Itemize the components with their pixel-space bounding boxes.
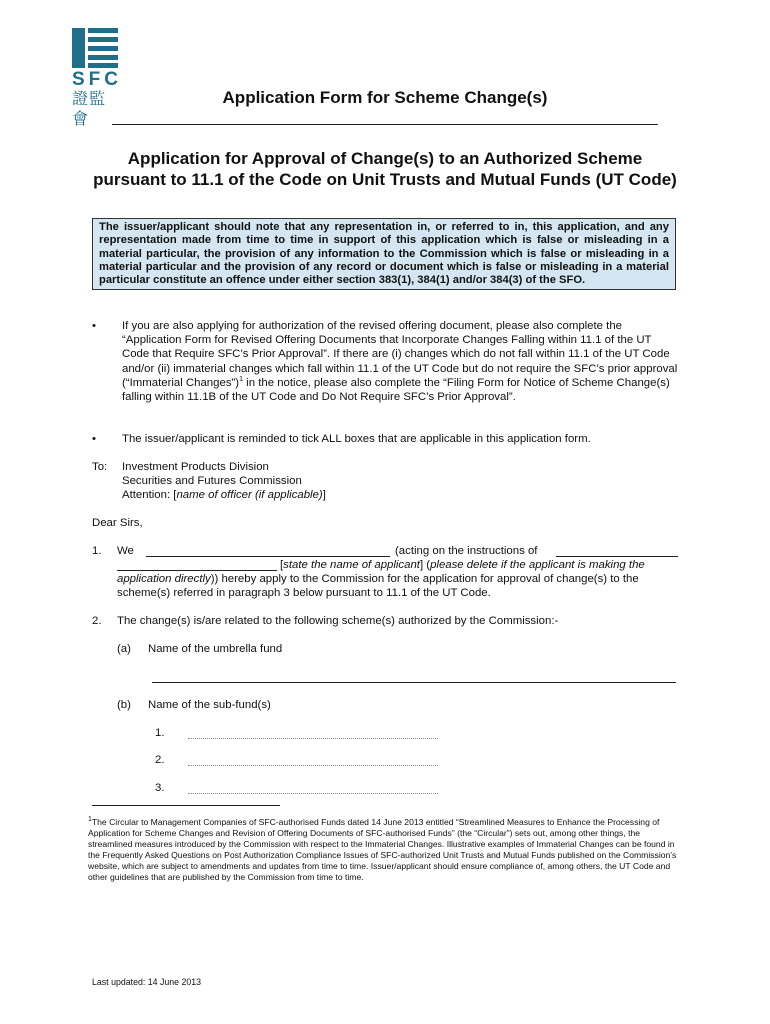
last-updated: Last updated: 14 June 2013 bbox=[92, 977, 202, 987]
sub-fund-field-3[interactable] bbox=[188, 793, 438, 794]
sub-fund-number: 2. bbox=[155, 754, 165, 766]
bullet-icon: • bbox=[92, 320, 96, 332]
salutation: Dear Sirs, bbox=[92, 517, 143, 529]
sub-fund-number: 1. bbox=[155, 727, 165, 739]
item1-we: We bbox=[117, 545, 134, 557]
logo-chinese: 證監會 bbox=[72, 91, 107, 128]
sub-label: (a) bbox=[117, 643, 131, 655]
applicant-name-field[interactable] bbox=[146, 556, 390, 557]
sub-fund-label: Name of the sub-fund(s) bbox=[148, 699, 271, 711]
sub-fund-field-2[interactable] bbox=[188, 765, 438, 766]
sub-label: (b) bbox=[117, 699, 131, 711]
item-number: 2. bbox=[92, 615, 102, 627]
item-number: 1. bbox=[92, 545, 102, 557]
sub-fund-field-1[interactable] bbox=[188, 738, 438, 739]
address-line: Investment Products Division bbox=[122, 461, 269, 473]
attention-line: Attention: [name of officer (if applicable)] bbox=[122, 489, 326, 501]
warning-notice: The issuer/applicant should note that any representation in, or referred to in, this application, and any representation made from time to time in support of this application which is false or misleading in a material particular, the provision of any information to the Commission which is false or misleading in a material particular and the provision of any record or document which is false or misleading in a material particular constitute an offence under either section 383(1), 384(1) and/or 384(3) of the SFO. bbox=[92, 218, 676, 290]
logo-text: SFC bbox=[72, 69, 122, 90]
bullet-text: If you are also applying for authorization of the revised offering document, please also complete the “Application Form for Revised Offering Documents that Incorporate Changes Falling within 11.1 of the UT Code that Require SFC’s Prior Approval”. If there are (i) changes which do not fall within 11.1 of the UT Code and/or (ii) immaterial changes which fall within 11.1 of the UT Code but do not require the SFC’s prior approval (“Immaterial Changes”) bbox=[122, 320, 678, 389]
officer-placeholder[interactable]: name of officer (if applicable) bbox=[176, 489, 323, 501]
footnote-divider bbox=[92, 805, 280, 806]
item1-acting: (acting on the instructions of bbox=[395, 545, 538, 557]
title-divider bbox=[112, 124, 658, 125]
umbrella-fund-label: Name of the umbrella fund bbox=[148, 643, 283, 655]
footnote bbox=[88, 817, 678, 884]
sub-fund-number: 3. bbox=[155, 782, 165, 794]
bullet-item bbox=[122, 319, 680, 404]
address-line: Securities and Futures Commission bbox=[122, 475, 302, 487]
page-title: Application for Approval of Change(s) to an Authorized Scheme pursuant to 11.1 of the Code on Unit Trusts and Mutual Funds (UT Code) bbox=[93, 149, 677, 189]
umbrella-fund-field[interactable] bbox=[152, 682, 676, 683]
footnote-text: The Circular to Management Companies of SFC-authorised Funds dated 14 June 2013 entitled “Streamlined Measures to Enhance the Processing of Application for Scheme Changes and Revision of Offering Documents of SFC-authorised Funds” (the “Circular”) sets out, among other things, the streamlined measures introduced by the Commission with respect to the Immaterial Changes. Illustrative examples of Immaterial Changes can be found in the Frequently Asked Questions on Post Authorization Compliance Issues of SFC-authorized Unit Trusts and Mutual Funds published on the Commission’s website, which are subject to amendments and updates from time to time. Issuer/applicant should ensure compliance of, among others, the UT Code and other guidelines that are published by the Commission from time to time. bbox=[88, 817, 677, 883]
to-label: To: bbox=[92, 461, 108, 473]
item2-text: The change(s) is/are related to the following scheme(s) authorized by the Commission:- bbox=[117, 615, 559, 627]
instructing-party-field[interactable] bbox=[556, 556, 678, 557]
form-title: Application Form for Scheme Change(s) bbox=[222, 88, 548, 107]
bullet-text: in the notice, please also complete the “Filing Form for Notice of Scheme Change(s) falling within 11.1B of the UT Code and Do Not Require SFC’s Prior Approval”. bbox=[122, 376, 670, 404]
footnote-ref[interactable]: 1 bbox=[239, 376, 244, 384]
sfc-logo bbox=[72, 28, 120, 130]
item1-text: [state the name of applicant] (please delete if the applicant is making the application directly)) hereby apply to the Commission for the application for approval of change(s) to the scheme(s) referred in paragraph 3 below pursuant to 11.1 of the UT Code. bbox=[117, 559, 645, 600]
sfc-emblem-icon bbox=[72, 28, 118, 68]
footnote-marker: 1 bbox=[88, 816, 92, 824]
bullet-item: The issuer/applicant is reminded to tick ALL boxes that are applicable in this application form. bbox=[122, 433, 591, 445]
bullet-icon: • bbox=[92, 433, 96, 445]
